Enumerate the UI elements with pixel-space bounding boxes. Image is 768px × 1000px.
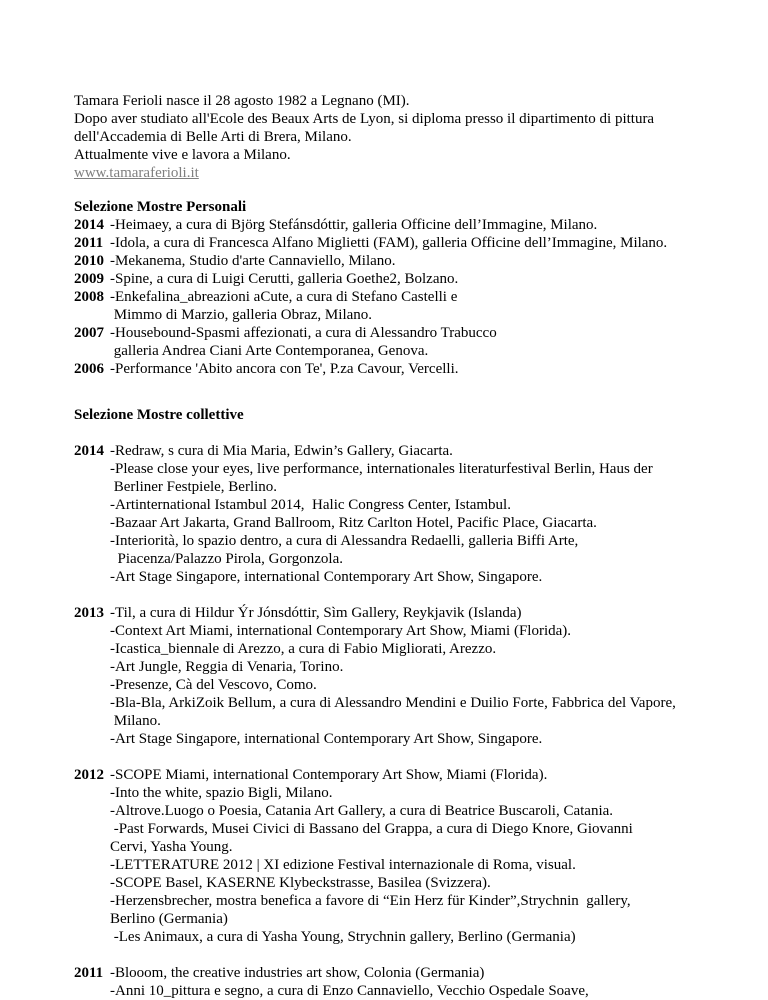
exhibition-entry-line: -Artinternational Istambul 2014, Halic Congress Center, Istambul. (110, 497, 511, 513)
exhibition-entry-line: -Herzensbrecher, mostra benefica a favore di “Ein Herz für Kinder”,Strychnin gallery, (110, 893, 631, 909)
exhibition-entry-line: -LETTERATURE 2012 | XI edizione Festival internazionale di Roma, visual. (110, 857, 576, 873)
exhibition-year-row (74, 270, 754, 288)
bio-line: dell'Accademia di Belle Arti di Brera, Milano. (74, 129, 352, 145)
exhibition-entry-line: -Housebound-Spasmi affezionati, a cura di Alessandro Trabucco (110, 325, 497, 341)
website-link[interactable]: www.tamaraferioli.it (74, 165, 199, 181)
group-exhibitions-section (74, 406, 754, 1000)
exhibition-year: 2014 (74, 217, 104, 233)
solo-exhibitions-list (74, 216, 754, 378)
group-exhibitions-list (74, 442, 754, 1000)
exhibition-entry-line: -Performance 'Abito ancora con Te', P.za Cavour, Vercelli. (110, 361, 459, 377)
exhibition-year: 2008 (74, 289, 104, 305)
exhibition-entry-line: -Mekanema, Studio d'arte Cannaviello, Milano. (110, 253, 396, 269)
exhibition-entry-line: -Interiorità, lo spazio dentro, a cura di Alessandra Redaelli, galleria Biffi Arte, (110, 533, 579, 549)
exhibition-year-row (74, 964, 754, 1000)
exhibition-entry-line: -Altrove.Luogo o Poesia, Catania Art Gallery, a cura di Beatrice Buscaroli, Catania. (110, 803, 614, 819)
exhibition-entry-line: Cervi, Yasha Young. (110, 839, 233, 855)
exhibition-entry-line: galleria Andrea Ciani Arte Contemporanea, Genova. (110, 343, 429, 359)
exhibition-year-row (74, 324, 754, 360)
exhibition-year-row (74, 360, 754, 378)
exhibition-entry-line: -Idola, a cura di Francesca Alfano Miglietti (FAM), galleria Officine dell’Immagine, Milano. (110, 235, 668, 251)
exhibition-entry-line: -Til, a cura di Hildur Ýr Jónsdóttir, Sìm Gallery, Reykjavik (Islanda) (110, 605, 522, 621)
exhibition-entry-line: -Into the white, spazio Bigli, Milano. (110, 785, 333, 801)
exhibition-year: 2012 (74, 767, 104, 783)
exhibition-year: 2006 (74, 361, 104, 377)
exhibition-entry-line: -Art Stage Singapore, international Contemporary Art Show, Singapore. (110, 731, 543, 747)
exhibition-year: 2010 (74, 253, 104, 269)
exhibition-year-row (74, 766, 754, 946)
group-heading: Selezione Mostre collettive (74, 407, 244, 423)
exhibition-entry-line: -Heimaey, a cura di Björg Stefánsdóttir, galleria Officine dell’Immagine, Milano. (110, 217, 598, 233)
exhibition-entry-line: -Art Jungle, Reggia di Venaria, Torino. (110, 659, 344, 675)
exhibition-entry-line: -Context Art Miami, international Contemporary Art Show, Miami (Florida). (110, 623, 572, 639)
solo-heading: Selezione Mostre Personali (74, 199, 247, 215)
bio-line: Attualmente vive e lavora a Milano. (74, 147, 291, 163)
exhibition-entry-line: -Les Animaux, a cura di Yasha Young, Strychnin gallery, Berlino (Germania) (110, 929, 576, 945)
solo-exhibitions-section (74, 198, 754, 378)
exhibition-entry-line: Berlino (Germania) (110, 911, 228, 927)
exhibition-year-row (74, 604, 754, 748)
exhibition-entry-line: Milano. (110, 713, 161, 729)
exhibition-entry-line: -Presenze, Cà del Vescovo, Como. (110, 677, 317, 693)
exhibition-entry-line: -Bla-Bla, ArkiZoik Bellum, a cura di Alessandro Mendini e Duilio Forte, Fabbrica del Vapore, (110, 695, 676, 711)
bio-line: Tamara Ferioli nasce il 28 agosto 1982 a Legnano (MI). (74, 93, 410, 109)
document-page (74, 92, 754, 1000)
exhibition-entry-line: -Blooom, the creative industries art show, Colonia (Germania) (110, 965, 485, 981)
exhibition-entry-line: -Redraw, s cura di Mia Maria, Edwin’s Gallery, Giacarta. (110, 443, 453, 459)
exhibition-year: 2011 (74, 235, 104, 251)
exhibition-entry-line: -SCOPE Basel, KASERNE Klybeckstrasse, Basilea (Svizzera). (110, 875, 491, 891)
exhibition-entry-line: -Spine, a cura di Luigi Cerutti, galleria Goethe2, Bolzano. (110, 271, 459, 287)
exhibition-entry-line: Piacenza/Palazzo Pirola, Gorgonzola. (110, 551, 343, 567)
exhibition-year: 2013 (74, 605, 104, 621)
exhibition-entry-line: Mimmo di Marzio, galleria Obraz, Milano. (110, 307, 373, 323)
exhibition-year-row (74, 288, 754, 324)
exhibition-year: 2009 (74, 271, 104, 287)
exhibition-year: 2014 (74, 443, 104, 459)
exhibition-entry-line: -Anni 10_pittura e segno, a cura di Enzo Cannaviello, Vecchio Ospedale Soave, (110, 983, 589, 999)
exhibition-entry-line: -Art Stage Singapore, international Contemporary Art Show, Singapore. (110, 569, 543, 585)
exhibition-year-row (74, 234, 754, 252)
exhibition-entry-line: -Bazaar Art Jakarta, Grand Ballroom, Ritz Carlton Hotel, Pacific Place, Giacarta. (110, 515, 597, 531)
exhibition-year: 2011 (74, 965, 104, 981)
bio-line: Dopo aver studiato all'Ecole des Beaux Arts de Lyon, si diploma presso il dipartimento di pittura (74, 111, 655, 127)
exhibition-year-row (74, 216, 754, 234)
exhibition-year-row (74, 442, 754, 586)
exhibition-entry-line: -Past Forwards, Musei Civici di Bassano del Grappa, a cura di Diego Knore, Giovanni (110, 821, 633, 837)
exhibition-entry-line: -Enkefalina_abreazioni aCute, a cura di Stefano Castelli e (110, 289, 458, 305)
exhibition-year: 2007 (74, 325, 104, 341)
exhibition-entry-line: -Please close your eyes, live performance, internationales literaturfestival Berlin, Haus der (110, 461, 653, 477)
exhibition-year-row (74, 252, 754, 270)
bio-section (74, 92, 754, 182)
exhibition-entry-line: -SCOPE Miami, international Contemporary Art Show, Miami (Florida). (110, 767, 548, 783)
exhibition-entry-line: Berliner Festpiele, Berlino. (110, 479, 278, 495)
exhibition-entry-line: -Icastica_biennale di Arezzo, a cura di Fabio Migliorati, Arezzo. (110, 641, 497, 657)
